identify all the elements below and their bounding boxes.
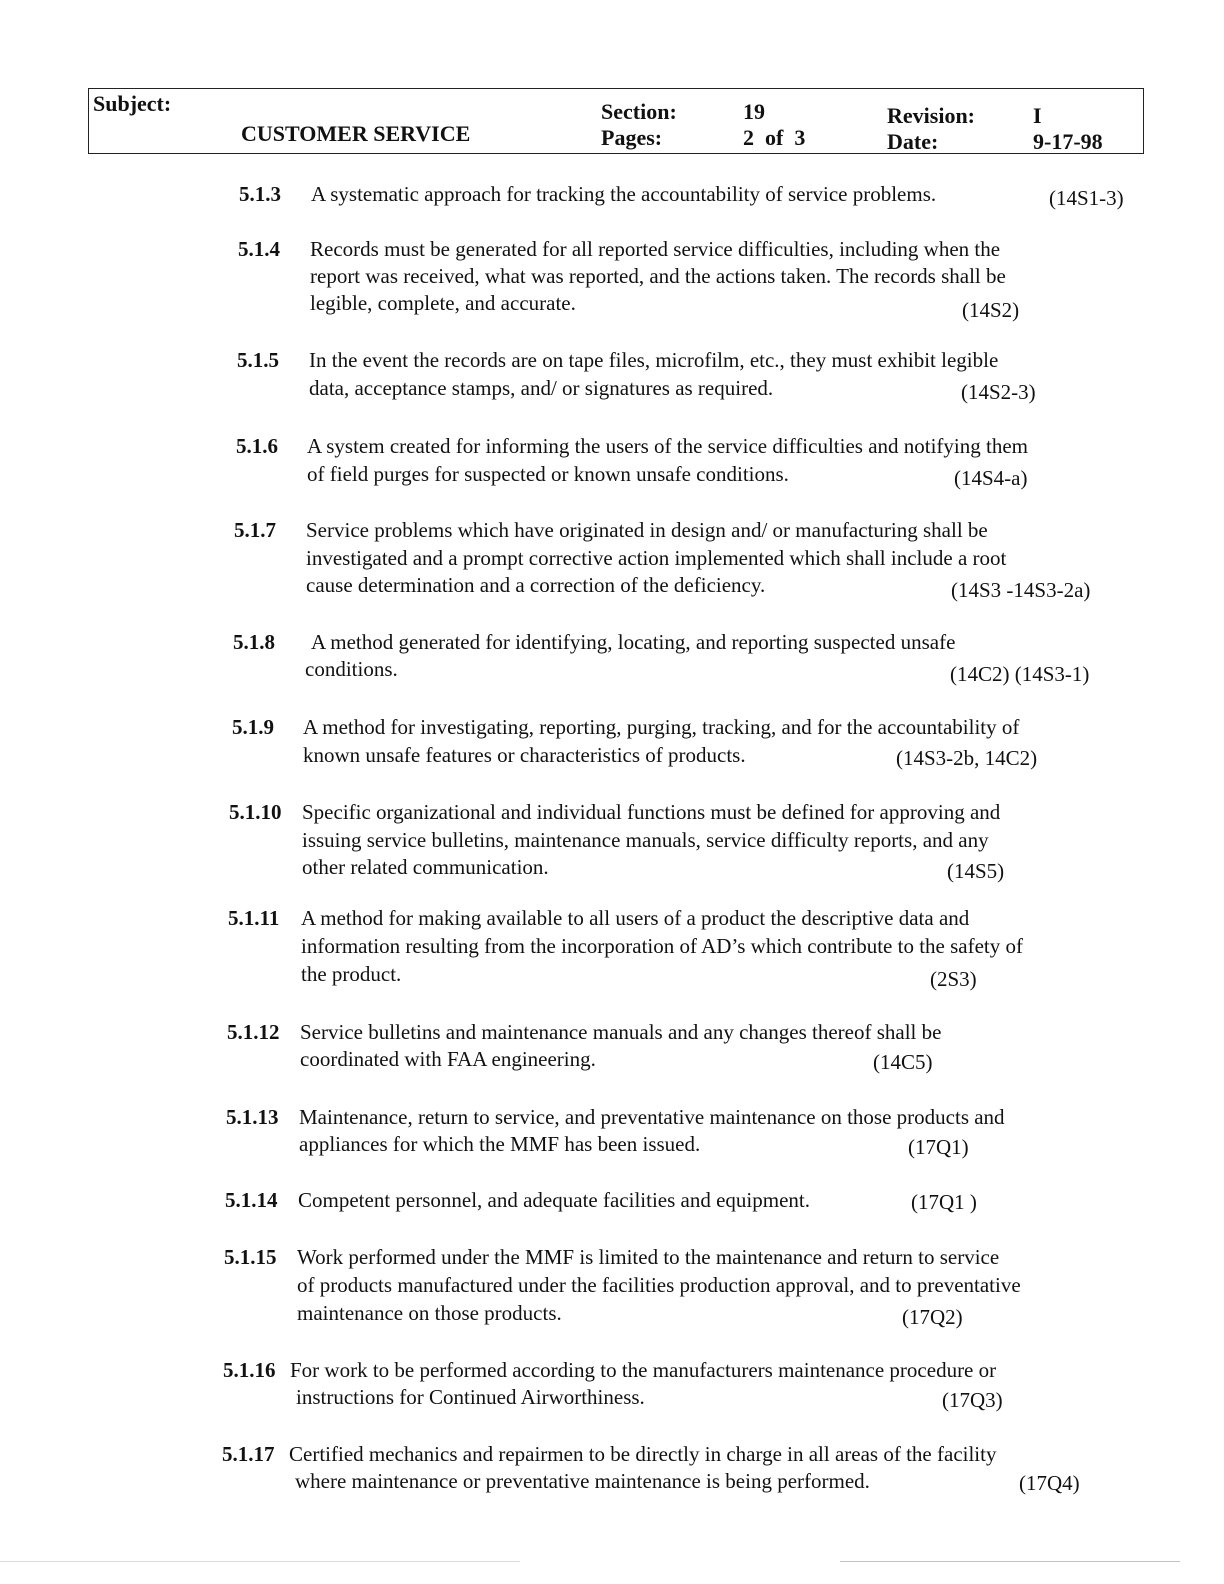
- item-reference: (17Q1 ): [911, 1190, 977, 1214]
- item-number: 5.1.10: [229, 800, 282, 824]
- item-number: 5.1.11: [228, 906, 280, 930]
- item-text-line: A method for making available to all users of a product the descriptive data and: [301, 906, 970, 930]
- item-reference: (14S2-3): [961, 380, 1036, 404]
- item-reference: (17Q1): [908, 1135, 969, 1159]
- item-text-line: Service bulletins and maintenance manuals and any changes thereof shall be: [300, 1020, 942, 1044]
- item-reference: (14C2) (14S3-1): [950, 662, 1090, 686]
- item-text-line: data, acceptance stamps, and/ or signatures as required.: [309, 376, 774, 400]
- item-text-line: the product.: [301, 962, 402, 986]
- item-reference: (17Q3): [942, 1388, 1003, 1412]
- item-reference: (14C5): [873, 1050, 933, 1074]
- item-reference: (17Q2): [902, 1305, 963, 1329]
- item-text-line: information resulting from the incorporation of AD’s which contribute to the safety of: [301, 934, 1023, 958]
- item-text-line: Competent personnel, and adequate facilities and equipment.: [298, 1188, 810, 1212]
- item-number: 5.1.9: [232, 715, 274, 739]
- item-text-line: appliances for which the MMF has been issued.: [299, 1132, 701, 1156]
- item-text-line: A method generated for identifying, locating, and reporting suspected unsafe: [311, 630, 956, 654]
- pages-label: Pages:: [601, 125, 663, 150]
- item-reference: (17Q4): [1019, 1471, 1080, 1495]
- item-text-line: Certified mechanics and repairmen to be directly in charge in all areas of the facility: [289, 1442, 997, 1466]
- bottom-edge-mark-left: [0, 1561, 520, 1562]
- item-text-line: Service problems which have originated in design and/ or manufacturing shall be: [306, 518, 988, 542]
- item-text-line: Records must be generated for all reported service difficulties, including when the: [310, 237, 1001, 261]
- item-reference: (14S5): [947, 859, 1005, 883]
- item-text-line: instructions for Continued Airworthiness.: [296, 1385, 645, 1409]
- item-text-line: In the event the records are on tape files, microfilm, etc., they must exhibit legible: [309, 348, 999, 372]
- subject-value: CUSTOMER SERVICE: [241, 121, 471, 146]
- item-text-line: A system created for informing the users of the service difficulties and notifying them: [307, 434, 1029, 458]
- item-number: 5.1.6: [236, 434, 278, 458]
- date-value: 9-17-98: [1033, 129, 1103, 154]
- item-reference: (14S3-2b, 14C2): [896, 746, 1038, 770]
- item-number: 5.1.17: [222, 1442, 275, 1466]
- subject-label: Subject:: [93, 91, 172, 116]
- item-number: 5.1.12: [227, 1020, 280, 1044]
- item-reference: (14S4-a): [954, 466, 1028, 490]
- bottom-edge-mark-right: [840, 1561, 1180, 1562]
- item-text-line: Specific organizational and individual functions must be defined for approving and: [302, 800, 1001, 824]
- item-number: 5.1.4: [238, 237, 280, 261]
- item-reference: (14S3 -14S3-2a): [951, 578, 1091, 602]
- item-number: 5.1.3: [239, 182, 281, 206]
- item-text-line: other related communication.: [302, 855, 549, 879]
- item-reference: (2S3): [930, 967, 977, 991]
- item-text-line: coordinated with FAA engineering.: [300, 1047, 596, 1071]
- item-text-line: of products manufactured under the facilities production approval, and to preventative: [297, 1273, 1021, 1297]
- item-text-line: A systematic approach for tracking the accountability of service problems.: [311, 182, 937, 206]
- section-value: 19: [743, 99, 765, 124]
- item-text-line: Work performed under the MMF is limited to the maintenance and return to service: [297, 1245, 1000, 1269]
- item-number: 5.1.16: [223, 1358, 276, 1382]
- pages-value: 2 of 3: [743, 125, 806, 150]
- item-text-line: legible, complete, and accurate.: [310, 291, 576, 315]
- section-label: Section:: [601, 99, 677, 124]
- item-text-line: Maintenance, return to service, and preventative maintenance on those products and: [299, 1105, 1005, 1129]
- date-label: Date:: [887, 129, 939, 154]
- item-number: 5.1.8: [233, 630, 275, 654]
- item-number: 5.1.14: [225, 1188, 278, 1212]
- item-number: 5.1.7: [234, 518, 276, 542]
- item-text-line: of field purges for suspected or known unsafe conditions.: [307, 462, 789, 486]
- item-text-line: where maintenance or preventative maintenance is being performed.: [295, 1469, 870, 1493]
- item-number: 5.1.13: [226, 1105, 279, 1129]
- item-reference: (14S2): [962, 298, 1020, 322]
- item-reference: (14S1-3): [1049, 186, 1124, 210]
- item-text-line: investigated and a prompt corrective action implemented which shall include a root: [306, 546, 1007, 570]
- item-text-line: issuing service bulletins, maintenance manuals, service difficulty reports, and any: [302, 828, 989, 852]
- item-text-line: maintenance on those products.: [297, 1301, 562, 1325]
- item-text-line: conditions.: [305, 657, 398, 681]
- item-text-line: known unsafe features or characteristics of products.: [303, 743, 746, 767]
- item-text-line: report was received, what was reported, and the actions taken. The records shall be: [310, 264, 1006, 288]
- revision-label: Revision:: [887, 103, 975, 128]
- item-text-line: cause determination and a correction of the deficiency.: [306, 573, 766, 597]
- item-number: 5.1.15: [224, 1245, 277, 1269]
- revision-value: I: [1033, 103, 1042, 128]
- document-header: [88, 88, 1144, 154]
- item-number: 5.1.5: [237, 348, 279, 372]
- item-text-line: For work to be performed according to the manufacturers maintenance procedure or: [290, 1358, 997, 1382]
- item-text-line: A method for investigating, reporting, purging, tracking, and for the accountability of: [303, 715, 1020, 739]
